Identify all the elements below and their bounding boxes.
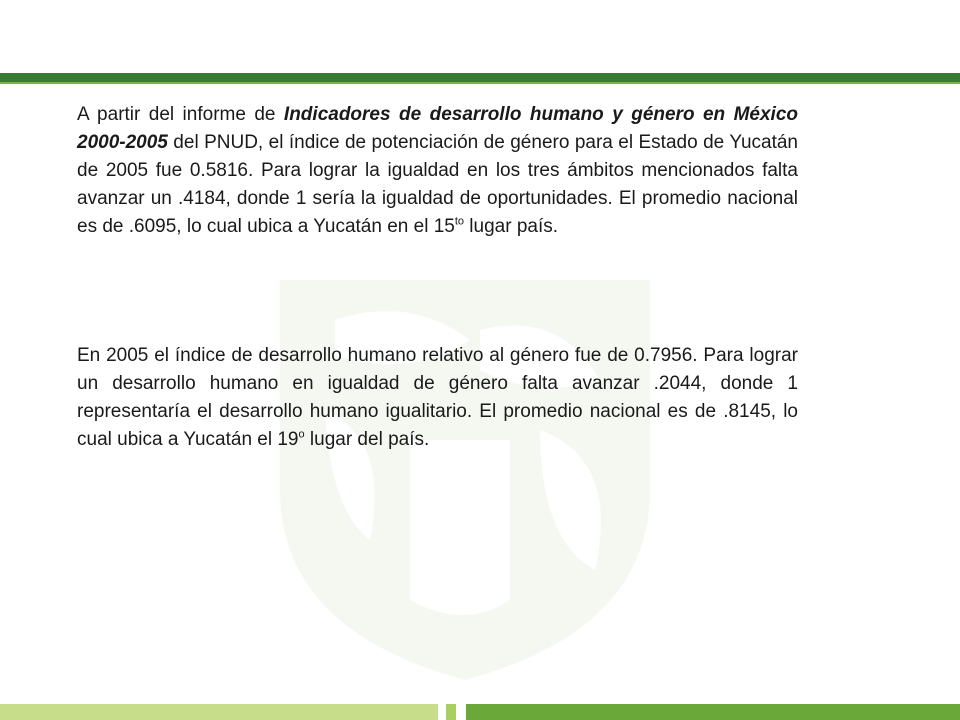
footer-band <box>0 704 960 720</box>
footer-gap <box>456 704 466 720</box>
header-band <box>0 73 960 82</box>
footer-gap <box>438 704 446 720</box>
paragraph-potenciacion-genero <box>77 101 798 241</box>
header-band-highlight <box>0 82 960 84</box>
paragraph2-body: En 2005 el índice de desarrollo humano relativo al género fue de 0.7956. Para lograr un desarrollo humano en igualdad de género falta avanzar .2044, donde 1 representaría el desarrollo humano igualitario. El promedio nacional es de .8145, lo cual ubica a Yucatán el 19 <box>77 345 798 450</box>
emblem-watermark-icon <box>240 240 690 690</box>
ordinal-suffix: o <box>298 428 305 441</box>
footer-segment-mid <box>446 704 456 720</box>
footer-segment-light <box>0 704 438 720</box>
paragraph2-tail: lugar del país. <box>304 429 430 450</box>
paragraph1-lead: A partir del informe de <box>77 104 284 125</box>
paragraph1-body: del PNUD, el índice de potenciación de género para el Estado de Yucatán de 2005 fue 0.5816. Para lograr la igualdad en los tres ámbitos mencionados falta avanzar un .4184, donde 1 sería la igualdad de oportunidades. El promedio nacional es de .6095, lo cual ubica a Yucatán en el 15 <box>77 132 798 237</box>
paragraph-desarrollo-humano-genero <box>77 342 798 454</box>
footer-segment-dark <box>466 704 960 720</box>
report-title: Indicadores de desarrollo humano y género en México 2000-2005 <box>77 104 799 153</box>
ordinal-suffix: to <box>454 215 465 228</box>
paragraph1-tail: lugar país. <box>464 216 559 237</box>
